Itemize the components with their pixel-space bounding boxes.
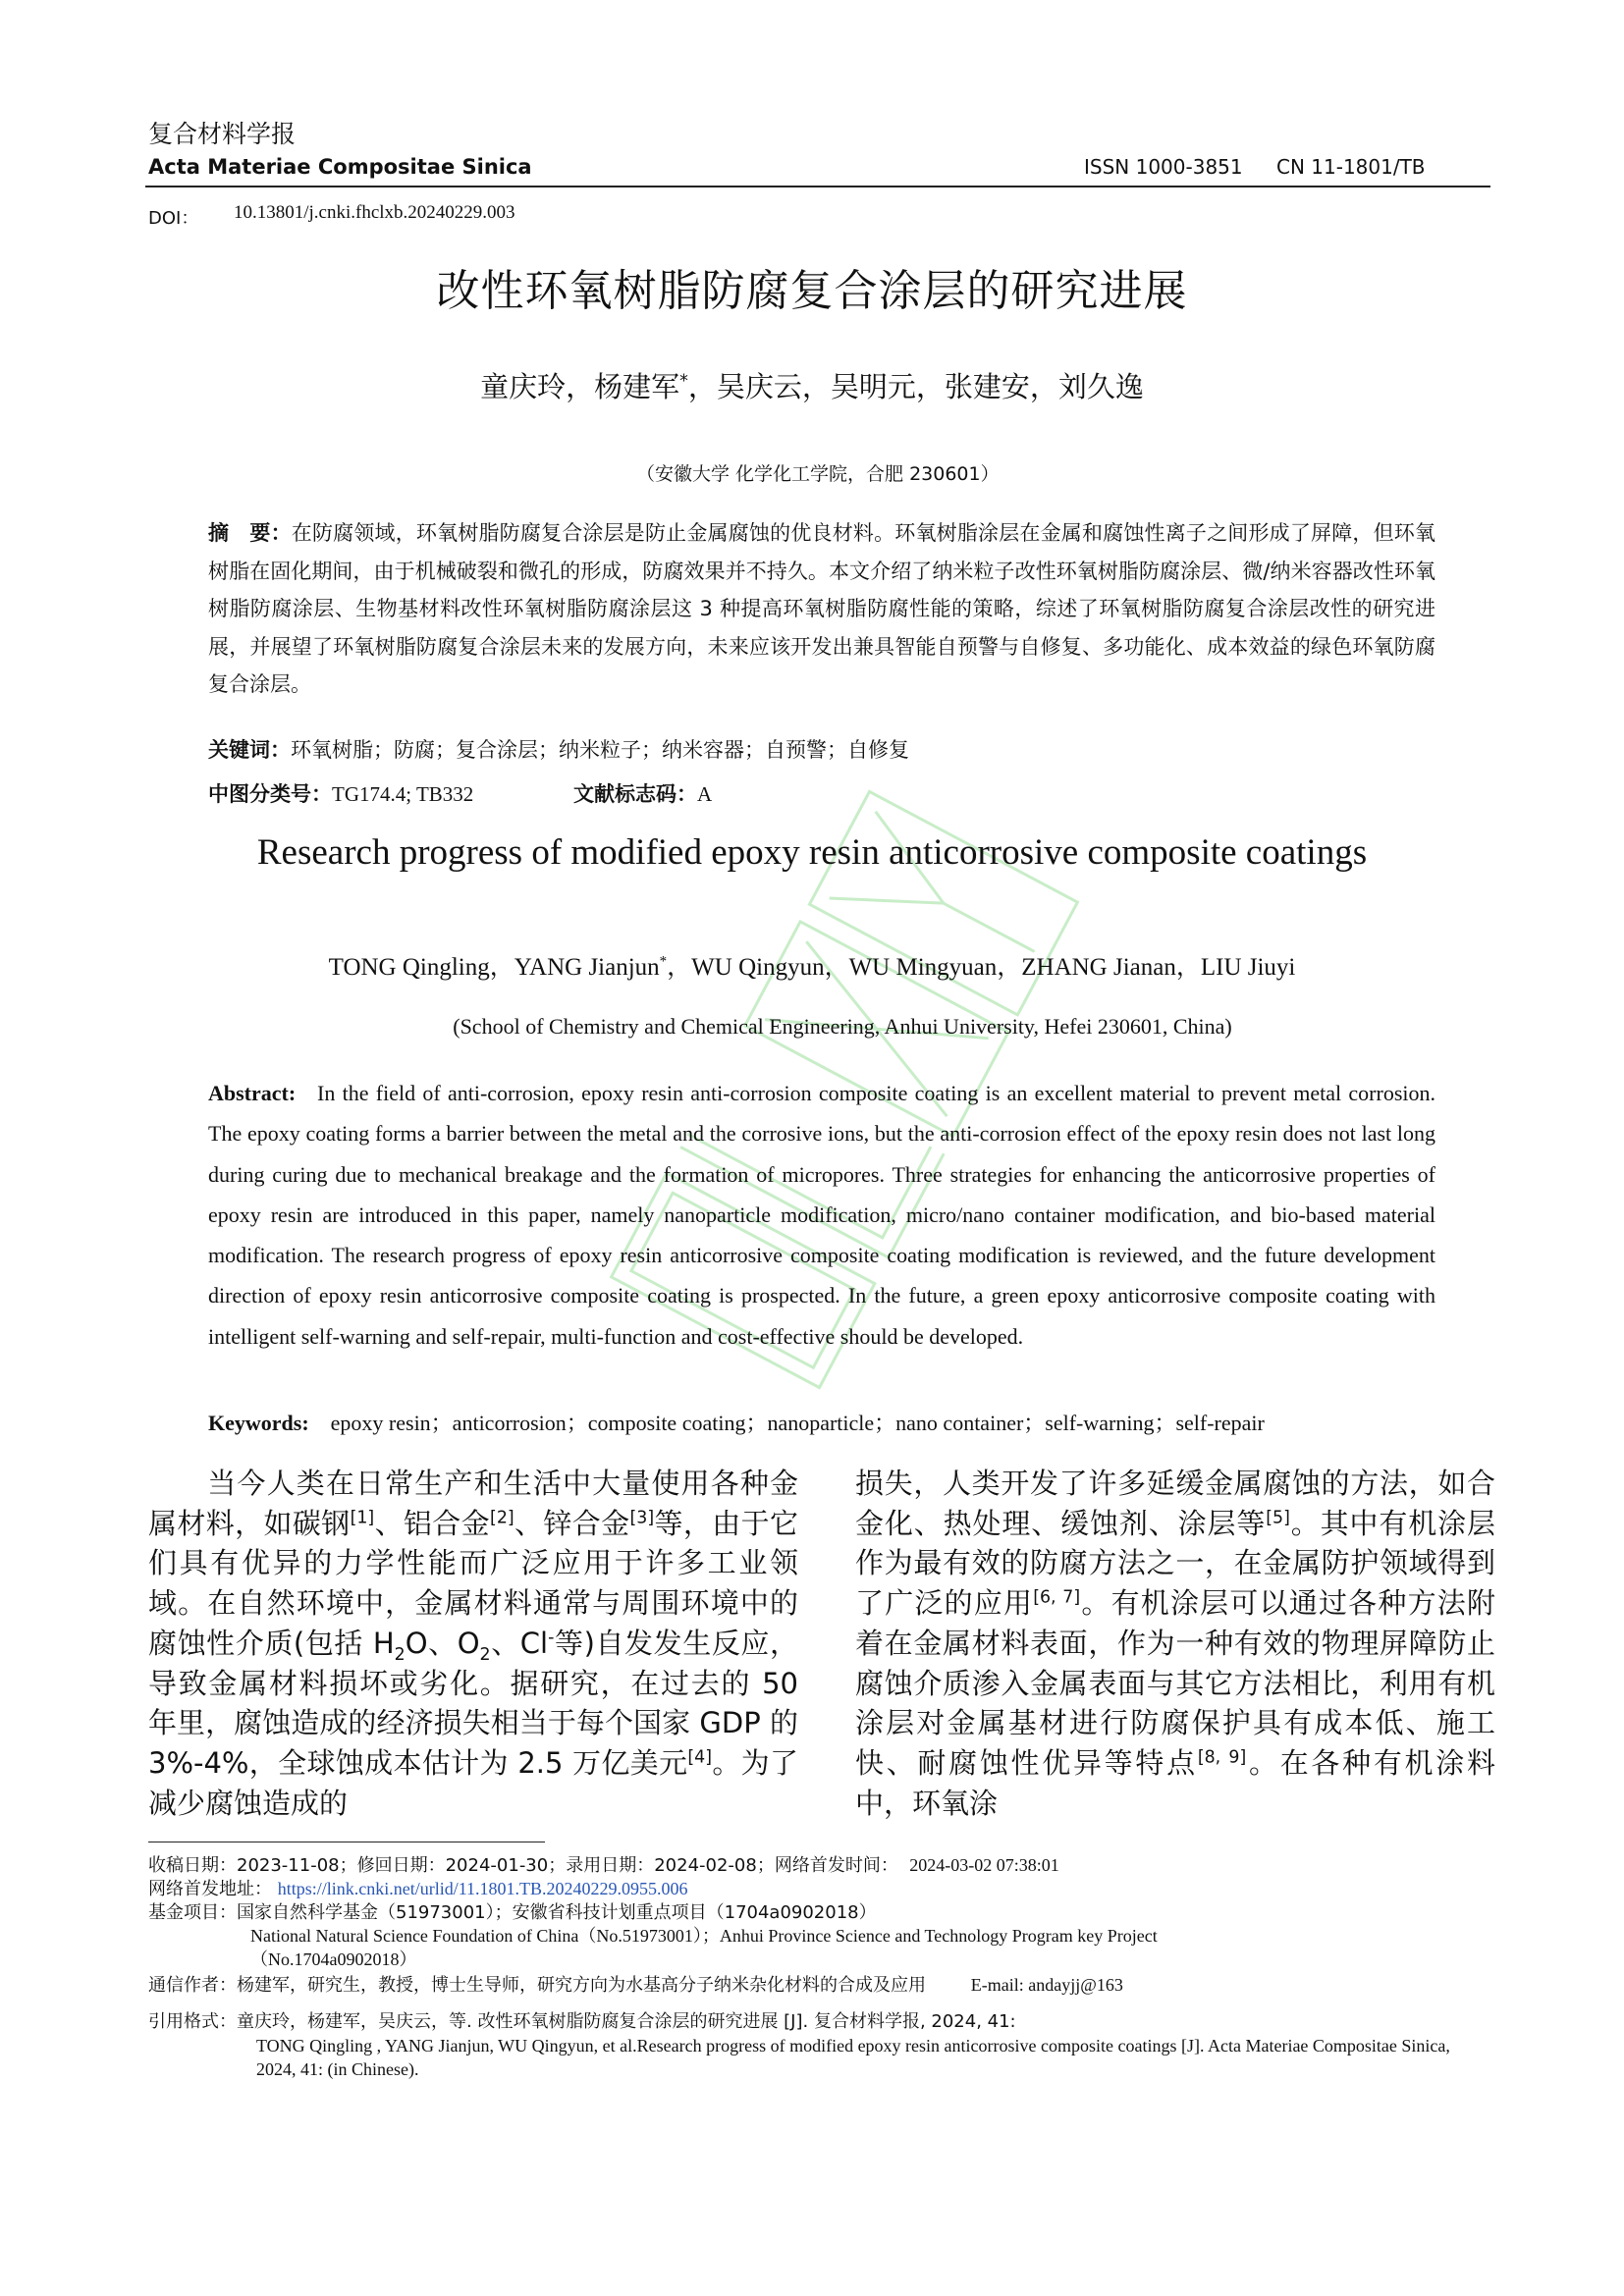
- abstract-cn-text: 在防腐领域，环氧树脂防腐复合涂层是防止金属腐蚀的优良材料。环氧树脂涂层在金属和腐蚀性离子之间形成了屏障，但环氧树脂在固化期间，由于机械破裂和微孔的形成，防腐效果并不持久。本文介绍了纳米粒子改性环氧树脂防腐涂层、微/纳米容器改性环氧树脂防腐涂层、生物基材料改性环氧树脂防腐涂层这 3 种提高环氧树脂防腐性能的策略，综述了环氧树脂防腐复合涂层改性的研究进展，并展望了环氧树脂防腐复合涂层未来的发展方向，未来应该开发出兼具智能自预警与自修复、多功能化、成本效益的绿色环氧防腐复合涂层。: [208, 521, 1436, 696]
- paper-title-en: Research progress of modified epoxy resin anticorrosive composite coatings: [256, 832, 1368, 873]
- affiliation-cn: （安徽大学 化学化工学院，合肥 230601）: [636, 463, 1000, 485]
- document-code: [573, 778, 712, 808]
- abstract-en-label: Abstract:: [208, 1081, 297, 1105]
- online-first-time: 2024-03-02 07:38:01: [909, 1855, 1059, 1875]
- authors-en: [0, 947, 1624, 983]
- body-text: O、O: [405, 1626, 480, 1660]
- keywords-en: [208, 1407, 1265, 1437]
- keywords-cn-text: 环氧树脂；防腐；复合涂层；纳米粒子；纳米容器；自预警；自修复: [291, 738, 909, 762]
- subscript: 2: [394, 1644, 406, 1665]
- footnote-citation: 引用格式：童庆玲，杨建军，吴庆云，等. 改性环氧树脂防腐复合涂层的研究进展 [J]. 复合材料学报, 2024, 41:: [148, 2011, 1016, 2032]
- body-text: 当今人类在日常生产和生活中大量使用各种金属材料，如碳钢: [148, 1467, 798, 1540]
- keywords-cn: [208, 734, 909, 764]
- doi-label: DOI：: [148, 208, 199, 229]
- authors-cn-post: ，吴庆云，吴明元，张建安，刘久逸: [687, 370, 1144, 403]
- corresponding-email: E-mail: andayjj@163: [970, 1975, 1123, 1995]
- citation-ref: [6, 7]: [1033, 1587, 1081, 1608]
- body-text: 损失，人类开发了许多延缓金属腐蚀的方法，如合金化、热处理、缓蚀剂、涂层等: [855, 1467, 1495, 1540]
- footnote-corresponding: [148, 1973, 1123, 1998]
- url-label: 网络首发地址：: [148, 1879, 272, 1899]
- citation-ref: [2]: [490, 1508, 514, 1528]
- footnote-funding-en-cont: （No.1704a0902018）: [250, 1949, 417, 1969]
- citation-ref: [8, 9]: [1197, 1747, 1247, 1768]
- dates-text: 收稿日期：2023-11-08；修回日期：2024-01-30；录用日期：2024-02-08；网络首发时间：: [148, 1855, 898, 1876]
- doi-value: 10.13801/j.cnki.fhclxb.20240229.003: [234, 202, 515, 223]
- body-text: 。为了减少腐蚀造成的: [148, 1745, 798, 1820]
- authors-cn: [0, 365, 1624, 405]
- abstract-cn-label: 摘 要：: [208, 521, 292, 545]
- journal-name-en: Acta Materiae Compositae Sinica: [148, 155, 532, 179]
- journal-name-cn: 复合材料学报: [148, 120, 297, 148]
- paper-title-cn: 改性环氧树脂防腐复合涂层的研究进展: [436, 266, 1188, 316]
- authors-en-post: ，WU Qingyun，WU Mingyuan，ZHANG Jianan，LIU Jiuyi: [667, 954, 1296, 981]
- issn: ISSN 1000-3851: [1084, 155, 1243, 179]
- affiliation-en: (School of Chemistry and Chemical Engineering, Anhui University, Hefei 230601, China): [453, 1014, 1232, 1039]
- keywords-en-label: Keywords:: [208, 1411, 309, 1435]
- online-first-link[interactable]: https://link.cnki.net/urlid/11.1801.TB.20240229.0955.006: [277, 1879, 688, 1898]
- footnote-funding-en: National Natural Science Foundation of China（No.51973001）；Anhui Province Science and Technology Program key Project: [250, 1926, 1158, 1946]
- authors-cn-pre: 童庆玲，杨建军: [480, 370, 680, 403]
- clc-label: 中图分类号：: [208, 782, 332, 806]
- clc-value: TG174.4; TB332: [332, 782, 474, 806]
- citation-ref: [1]: [350, 1508, 375, 1528]
- doc-code-label: 文献标志码：: [573, 782, 697, 806]
- body-text: 、Cl: [490, 1626, 549, 1660]
- footnote-dates: [148, 1853, 1059, 1878]
- citation-ref: [5]: [1266, 1508, 1290, 1528]
- body-text: 、铝合金: [374, 1506, 491, 1540]
- clc-number: [208, 778, 473, 808]
- body-text: 。有机涂层可以通过各种方法附着在金属材料表面，作为一种有效的物理屏障防止腐蚀介质渗入金属表面与其它方法相比，利用有机涂层对金属基材进行防腐保护具有成本低、施工快、耐腐蚀性优异等特点: [855, 1586, 1495, 1780]
- citation-ref: [4]: [687, 1747, 712, 1768]
- abstract-en: [208, 1073, 1435, 1357]
- cn-number: CN 11-1801/TB: [1276, 155, 1426, 179]
- citation-ref: [3]: [629, 1508, 655, 1528]
- body-column-right: [855, 1464, 1495, 1823]
- footnote-citation-en: TONG Qingling , YANG Jianjun, WU Qingyun, et al.Research progress of modified epoxy resin anticorrosive composite coatings [J]. Acta Materiae Compositae Sinica, 2024, 41: (in Chinese).: [256, 2036, 1450, 2079]
- header-divider: [145, 186, 1490, 187]
- keywords-cn-label: 关键词：: [208, 738, 291, 762]
- abstract-en-text: In the field of anti-corrosion, epoxy resin anti-corrosion composite coating is an excellent material to prevent metal corrosion. The epoxy coating forms a barrier between the metal and the corrosive ions, but the anti-corrosion effect of the epoxy resin does not last long during curing due to mechanical breakage and the formation of micropores. Three strategies for enhancing the anticorrosive properties of epoxy resin are introduced in this paper, namely nanoparticle modification, micro/nano container modification, and bio-based material modification. The research progress of epoxy resin anticorrosive composite coating modification is reviewed, and the future development direction of epoxy resin anticorrosive composite coating is prospected. In the future, a green epoxy anticorrosive composite coating with intelligent self-warning and self-repair, multi-function and cost-effective should be developed.: [208, 1081, 1436, 1349]
- body-text: 。在各种有机涂料中，环氧涂: [855, 1745, 1495, 1820]
- body-text: 、锌合金: [514, 1506, 630, 1540]
- body-text: 等)自发发生反应，导致金属材料损坏或劣化。据研究，在过去的 50 年里，腐蚀造成的经济损失相当于每个国家 GDP 的 3%-4%，全球蚀成本估计为 2.5 万亿美元: [148, 1626, 798, 1780]
- body-text: 。其中有机涂层作为最有效的防腐方法之一，在金属防护领域得到了广泛的应用: [855, 1506, 1495, 1621]
- body-column-left: [148, 1464, 798, 1823]
- corresponding-mark-en: *: [659, 953, 668, 970]
- doc-code-value: A: [697, 782, 713, 806]
- corresponding-text: 通信作者：杨建军，研究生，教授，博士生导师，研究方向为水基高分子纳米杂化材料的合成及应用: [148, 1975, 926, 1996]
- superscript: -: [548, 1628, 555, 1648]
- keywords-en-text: epoxy resin；anticorrosion；composite coating；nanoparticle；nano container；self-warning；self-repair: [330, 1411, 1265, 1435]
- corresponding-mark: *: [679, 371, 688, 392]
- body-text: 等，由于它们具有优异的力学性能而广泛应用于许多工业领域。在自然环境中，金属材料通常与周围环境中的腐蚀性介质(包括 H: [148, 1506, 798, 1660]
- footnote-url: [148, 1877, 688, 1901]
- footnote-funding: 基金项目：国家自然科学基金（51973001）；安徽省科技计划重点项目（1704a0902018）: [148, 1902, 877, 1923]
- authors-en-pre: TONG Qingling，YANG Jianjun: [328, 954, 660, 981]
- abstract-cn: [208, 514, 1435, 704]
- subscript: 2: [479, 1644, 491, 1665]
